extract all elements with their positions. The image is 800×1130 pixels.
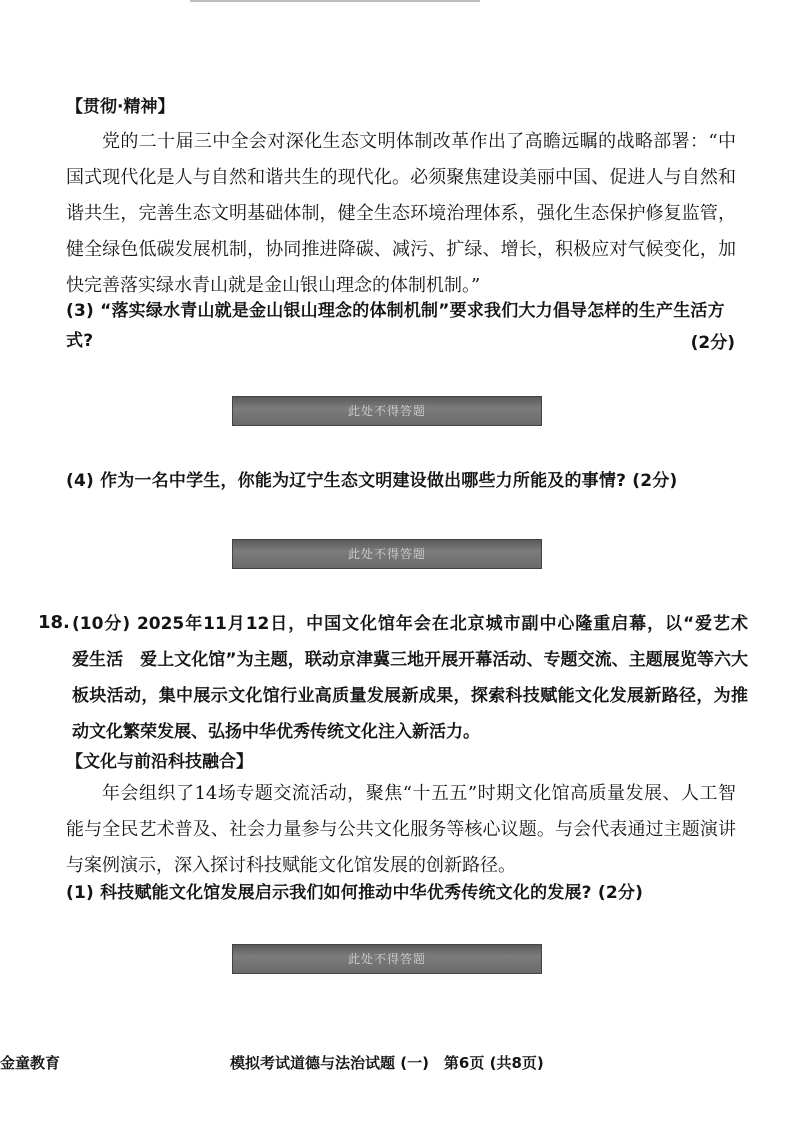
- no-answer-zone-3: 此处不得答题: [232, 944, 542, 974]
- question-1: (1) 科技赋能文化馆发展启示我们如何推动中华优秀传统文化的发展? (2分): [66, 883, 644, 903]
- spirit-paragraph: [66, 124, 736, 304]
- top-rule: [190, 0, 480, 2]
- section-heading-tech: 【文化与前沿科技融合】: [66, 752, 253, 772]
- question-18-stem: (10分) 2025年11月12日，中国文化馆年会在北京城市副中心隆重启幕，以“爱艺术 爱生活 爱上文化馆”为主题，联动京津冀三地开展开幕活动、专题交流、主题展览等六大板块活动，集中展示文化馆行业高质量发展新成果，探索科技赋能文化发展新路径，为推动文化繁荣发展、弘扬中华优秀传统文化注入新活力。: [72, 614, 765, 742]
- no-answer-zone-2: 此处不得答题: [232, 539, 542, 569]
- question-4: (4) 作为一名中学生，你能为辽宁生态文明建设做出哪些力所能及的事情? (2分): [66, 471, 678, 491]
- tech-paragraph: [66, 776, 736, 884]
- no-answer-zone-1: 此处不得答题: [232, 396, 542, 426]
- question-3: (3) “落实绿水青山就是金山银山理念的体制机制”要求我们大力倡导怎样的生产生活方式?: [66, 301, 725, 351]
- section-heading-spirit: 【贯彻·精神】: [66, 97, 175, 117]
- tech-paragraph-text: 年会组织了14场专题交流活动，聚焦“十五五”时期文化馆高质量发展、人工智能与全民艺术普及、社会力量参与公共文化服务等核心议题。与会代表通过主题演讲与案例演示，深入探讨科技赋能文化馆发展的创新路径。: [66, 783, 736, 876]
- question-18-number: 18.: [38, 612, 70, 633]
- question-3-score: (2分): [690, 333, 735, 353]
- footer-page-info: 模拟考试道德与法治试题 (一) 第6页 (共8页): [230, 1054, 544, 1072]
- footer-publisher: 金童教育: [0, 1054, 61, 1072]
- spirit-paragraph-text: 党的二十届三中全会对深化生态文明体制改革作出了高瞻远瞩的战略部署：“中国式现代化是人与自然和谐共生的现代化。必须聚焦建设美丽中国、促进人与自然和谐共生，完善生态文明基础体制，健全生态环境治理体系，强化生态保护修复监管，健全绿色低碳发展机制，协同推进降碳、减污、扩绿、增长，积极应对气候变化，加快完善落实绿水青山就是金山银山理念的体制机制。”: [66, 131, 736, 296]
